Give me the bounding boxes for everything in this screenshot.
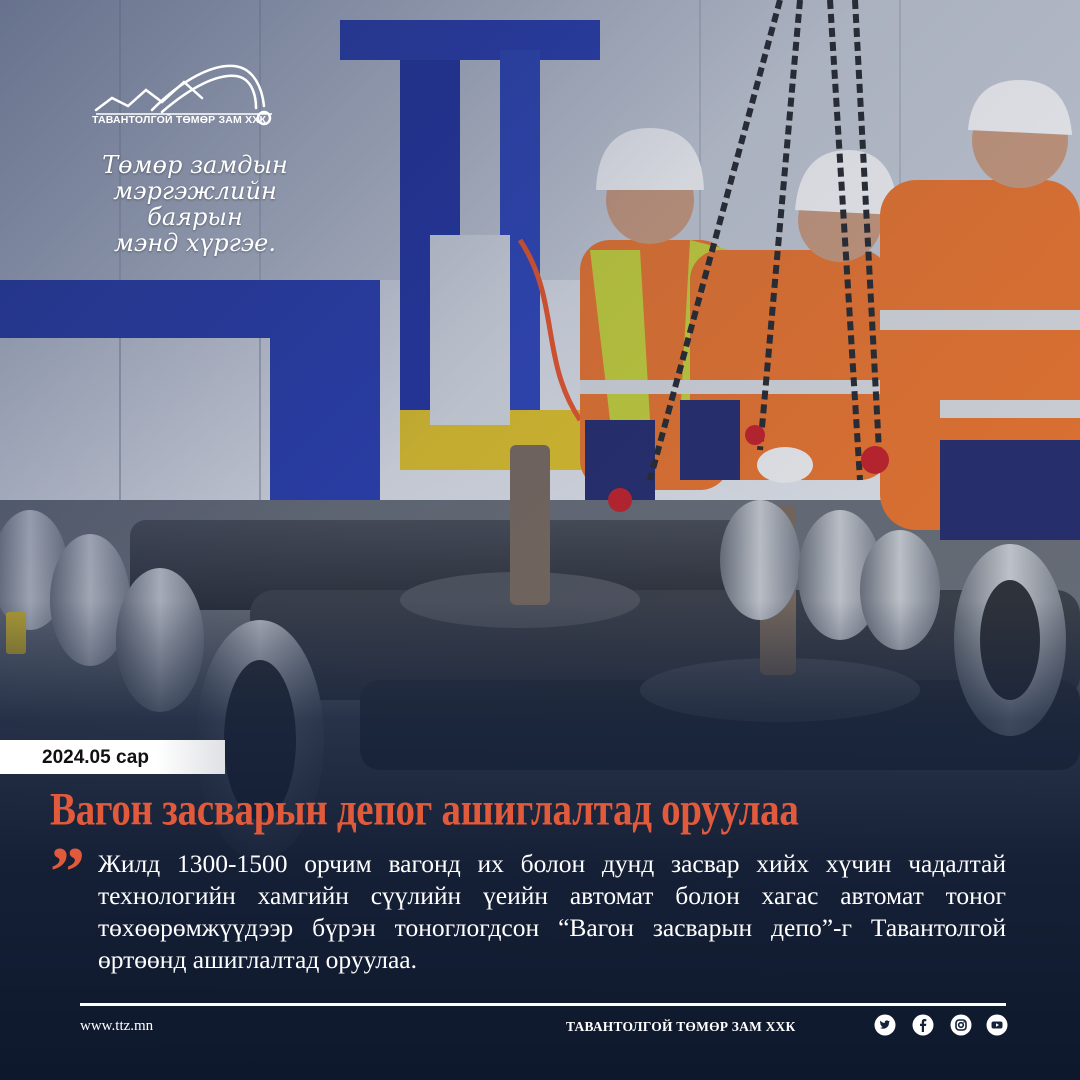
facebook-icon[interactable] [912,1014,934,1036]
instagram-icon[interactable] [950,1014,972,1036]
tagline-line: мэргэжлийн баярын [113,177,277,231]
youtube-icon[interactable] [986,1014,1008,1036]
footer-divider [80,1003,1006,1006]
website-link[interactable]: www.ttz.mn [80,1018,154,1034]
date-label: 2024.05 сар [42,747,149,768]
greeting-tagline [70,152,320,256]
body-paragraph: Жилд 1300-1500 орчим вагонд их болон дунд засвар хийх хүчин чадалтай технологийн хамгийн сүүлийн үеийн автомат болон хагас автомат тоног төхөөрөмжүүдээр бүрэн тоноглогдсон “Вагон засварын депо”-г Тавантолгой өртөөнд ашиглалтад оруулаа. [98,849,1006,974]
tagline-line: мэнд хүргэе. [114,229,276,257]
twitter-icon[interactable] [874,1014,896,1036]
tagline-line: Төмөр замдын [102,151,288,179]
quote-icon: ” [50,834,85,911]
logo-text: ТАВАНТОЛГОЙ ТӨМӨР ЗАМ ХХК [92,114,267,126]
footer-company-name: ТАВАНТОЛГОЙ ТӨМӨР ЗАМ ХХК [566,1019,796,1034]
headline: Вагон засварын депог ашиглалтад оруулаа [50,784,799,835]
